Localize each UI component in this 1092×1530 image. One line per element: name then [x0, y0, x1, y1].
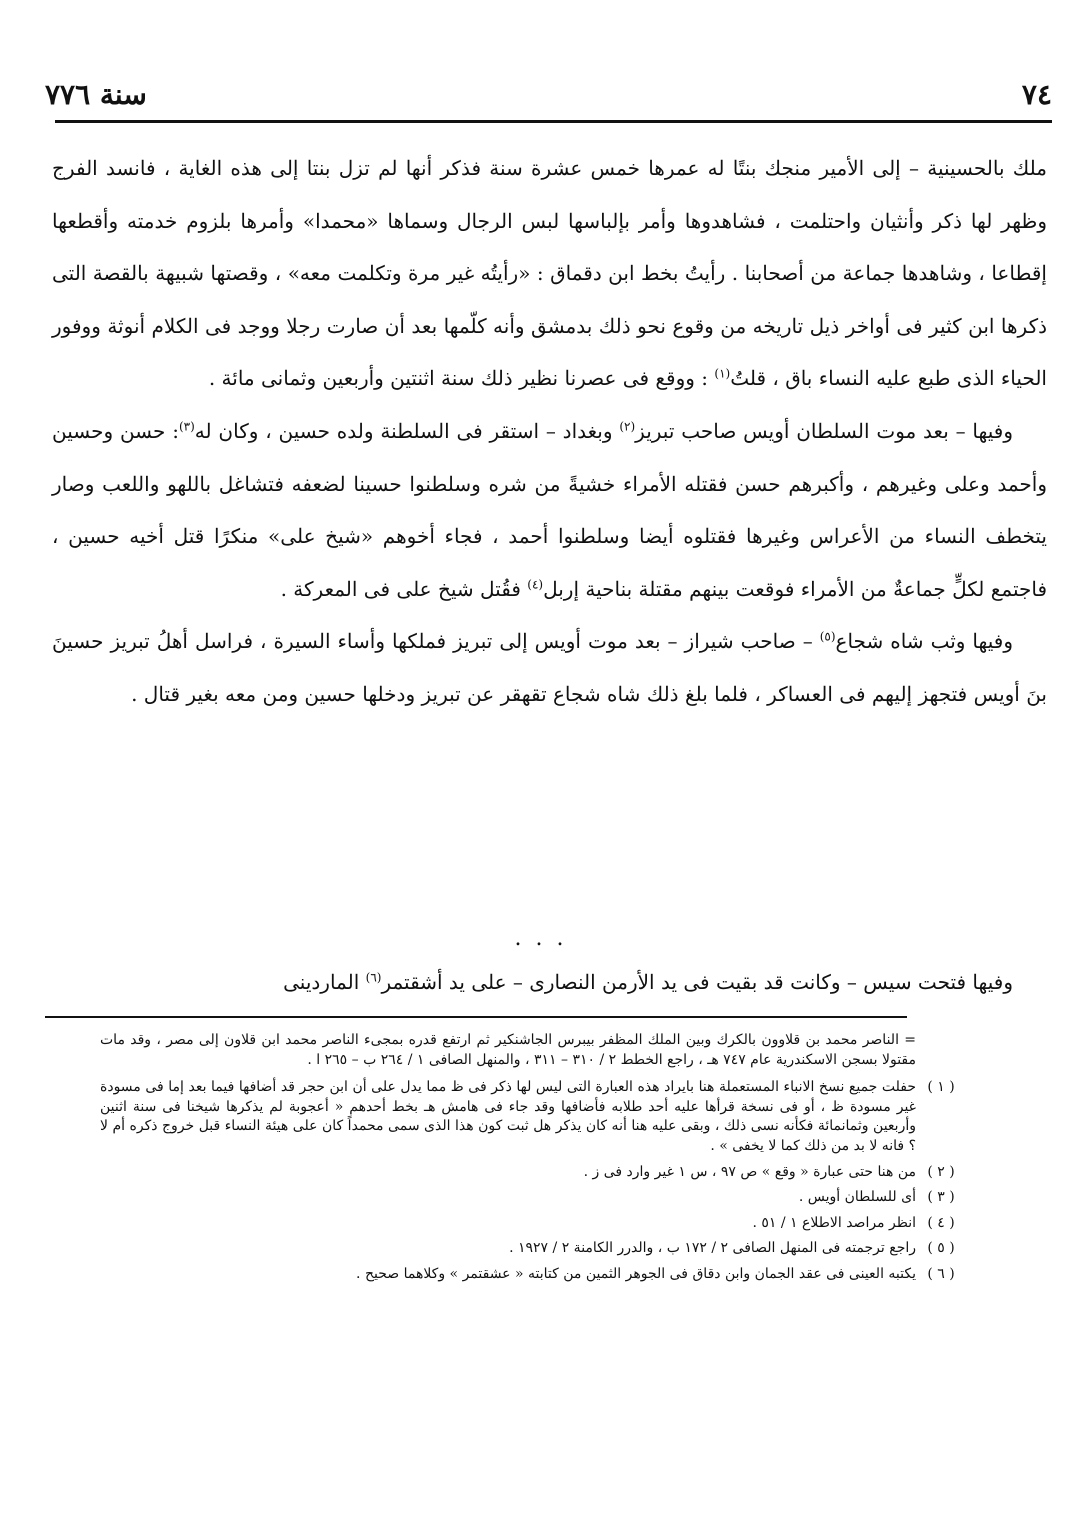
paragraph-4: [48, 962, 1047, 1002]
footnote-marker: ( ١ ): [927, 1079, 955, 1096]
paragraph-1-text: ملك بالحسينية – إلى الأمير منجك بنتًا له عمرها خمس عشرة سنة فذكر أنها لم تزل بنتا إلى هذه الغاية ، فانسد الفرج وظهر لها ذكر وأنثيان واحتلمت ، فشاهدوها وأمر بإلباسها لبس الرجال وسماها «محمدا» وأمرها بلزوم خدمته وأقطعها إقطاعا ، وشاهدها جماعة من أصحابنا . رأيتُ بخط ابن دقماق : «رأيتُه غير مرة وتكلمت معه» ، وقصتها شبيهة بالقصة التى ذكرها ابن كثير فى أواخر ذيل تاريخه من وقوع نحو ذلك بدمشق وأنه كلّمها بعد أن صارت رجلا ووجد فى الكلام أنوثة ووفور الحياء الذى طبع عليه النساء باق ، قلتُ: [52, 156, 1048, 391]
footnote-5: [100, 1239, 955, 1259]
page-number: ٧٤: [1021, 78, 1052, 111]
footnote-marker: ( ٢ ): [927, 1163, 955, 1180]
header-rule: [55, 120, 1052, 123]
paragraph-2-a: وفيها – بعد موت السلطان أويس صاحب تبريز: [635, 418, 1013, 443]
footnote-text: راجع ترجمته فى المنهل الصافى ٢ / ١٧٢ ب ، والدرر الكامنة ٢ / ١٩٢٧ .: [509, 1240, 916, 1257]
paragraph-2-d: فقُتل شيخ على فى المعركة .: [280, 576, 528, 601]
footnote-marker: ( ٦ ): [927, 1265, 955, 1282]
footnote-text: من هنا حتى عبارة « وقع » ص ٩٧ ، س ١ غير وارد فى ز .: [583, 1163, 916, 1180]
paragraph-3-a: وفيها وثب شاه شجاع: [835, 629, 1013, 654]
footnote-ref-4: (٤): [527, 577, 544, 592]
footnote-3: [100, 1188, 955, 1208]
paragraph-4-a: وفيها فتحت سيس – وكانت قد بقيت فى يد الأرمن النصارى – على يد أشقتمر: [381, 970, 1013, 994]
paragraph-1-end: : ووقع فى عصرنا نظير ذلك سنة اثنتين وأربعين وثمانى مائة .: [208, 366, 715, 391]
paragraph-2-b: وبغداد – استقر فى السلطنة ولده حسين ، وكان له: [194, 418, 620, 443]
footnote-2: [100, 1163, 955, 1183]
section-separator: ...: [514, 926, 578, 951]
footnote-continuation: = الناصر محمد بن قلاوون بالكرك وبين الملك المظفر بيبرس الجاشنكير ثم ارتفع قدره بمجىء الناصر محمد ابن قلاون إلى مصر ، وقد مات مقتولا بسجن الاسكندرية عام ٧٤٧ هـ ، راجع الخطط ٢ / ٣١٠ – ٣١١ ، والمنهل الصافى ١ / ٢٦٤ ب – ٢٦٥ ا .: [100, 1032, 916, 1068]
footnote-ref-5: (٥): [819, 629, 836, 644]
footnote-text: يكتبه العينى فى عقد الجمان وابن دقاق فى الجوهر الثمين من كتابته « عشقتمر » وكلاهما صحيح .: [356, 1265, 916, 1282]
footnote-marker: ( ٤ ): [927, 1214, 955, 1231]
running-title-year: سنة ٧٧٦: [45, 78, 147, 111]
footnote-4: [100, 1214, 955, 1234]
paragraph-2-c: : حسن وحسين وأحمد وعلى وغيرهم ، وأكبرهم حسن فقتله الأمراء خشيةً من شره وسلطنوا حسينا لضعفه فتشاغل باللهو واللعب وصار يتخطف النساء من الأعراس وغيرها فقتلوه أيضا وسلطنوا أحمد ، فجاء أخوهم «شيخ على» منكرًا قتل أخيه حسين ، فاجتمع لكلٍّ جماعةٌ من الأمراء فوقعت بينهم مقتلة بناحية إربل: [52, 418, 1047, 601]
paragraph-3: [52, 615, 1047, 720]
footnotes: [100, 1031, 955, 1291]
footnote-marker: ( ٣ ): [927, 1189, 955, 1206]
page-header: [45, 74, 1052, 114]
footnote-rule: [45, 1016, 907, 1018]
footnote-ref-3: (٣): [178, 419, 195, 434]
footnote-1: [100, 1078, 955, 1156]
footnote-marker: ( ٥ ): [927, 1240, 955, 1257]
footnote-6: [100, 1265, 955, 1285]
footnote-text: حفلت جميع نسخ الانباء المستعملة هنا بايراد هذه العبارة التى ليس لها ذكر فى ظ مما يدل على أن ابن حجر قد أضافها فيما بعد إما فى مسودة غير مسودة ظ ، أو فى نسخة قرأها عليه أحد طلابه فأضافها وقد جاء فى هامش هـ بخط أحدهم « أعجوبة لم يذكرها شيخنا فى سنة اثنين وأربعين وثمانمائة فكأنه نسى ذلك ، وبقى عليه هنا أنه كان يذكر هل ثبت كون هذا الذى سمى محمداً كان على هيئة النساء قبل خروج ذكره أم لا ؟ فانه لا بد من ذلك كما لا يخفى » .: [100, 1079, 916, 1154]
footnote-ref-2: (٢): [619, 419, 636, 434]
footnote-ref-1: (١): [714, 366, 731, 381]
main-text: [52, 142, 1047, 721]
footnote-text: انظر مراصد الاطلاع ١ / ٥١ .: [752, 1214, 916, 1231]
footnote-text: أى للسلطان أويس .: [798, 1189, 916, 1206]
paragraph-3-b: – صاحب شيراز – بعد موت أويس إلى تبريز فملكها وأساء السيرة ، فراسل أهلُ تبريز حسينَ بنَ أويس فتجهز إليهم فى العساكر ، فلما بلغ ذلك شاه شجاع تقهقر عن تبريز ودخلها حسين ومن معه بغير قتال .: [52, 629, 1047, 706]
paragraph-1: [52, 142, 1047, 405]
paragraph-4-b: الماردينى: [283, 970, 366, 994]
paragraph-2: [52, 405, 1047, 615]
footnote-ref-6: (٦): [365, 970, 382, 985]
